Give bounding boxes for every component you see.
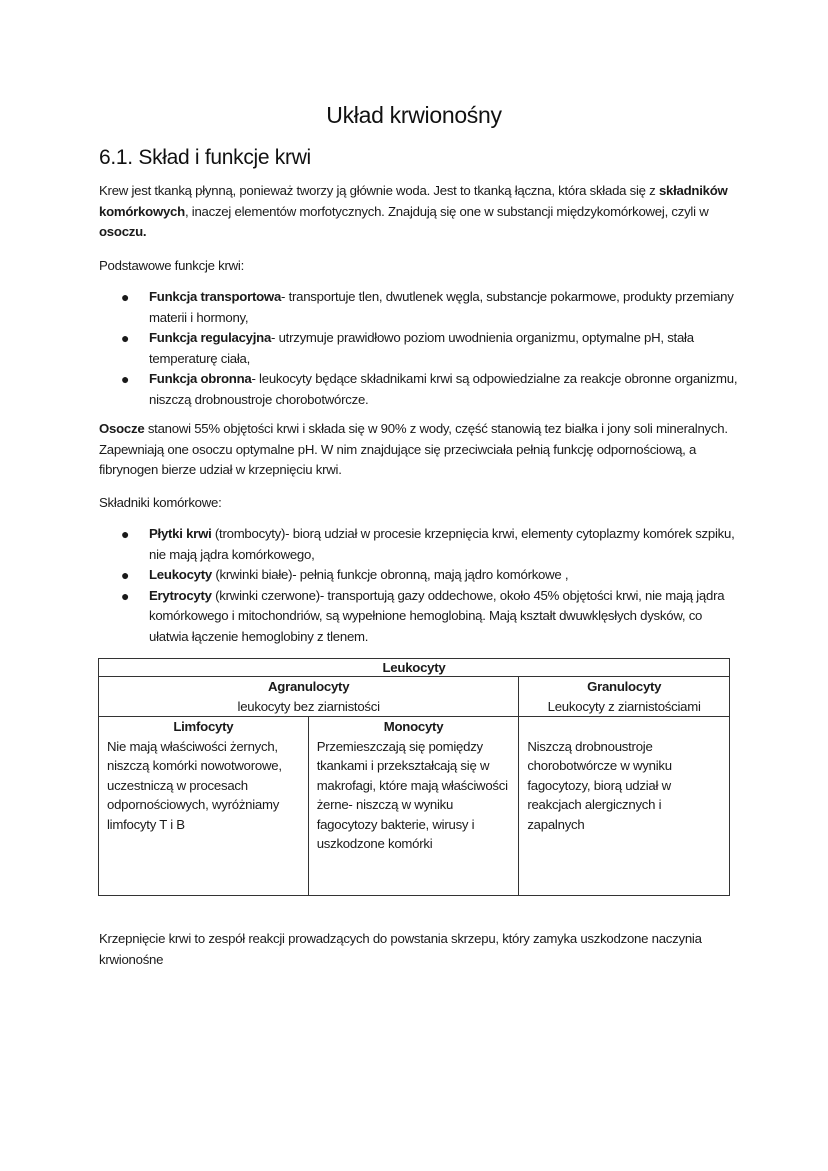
list-item: [99, 565, 739, 586]
granulocytes-desc-cell: [519, 717, 730, 896]
plasma-text: stanowi 55% objętości krwi i składa się w 90% z wody, część stanowią tez białka i jony soli mineralnych. Zapewniają one osoczu optymalne pH. W nim znajdujące się przeciwciała pełnią funkcję odpornościową, a fibrynogen bierze udział w krzepnięciu krwi.: [99, 421, 728, 477]
agranulocytes-cell: [99, 677, 519, 717]
table-row: [99, 677, 730, 717]
table-row: [99, 717, 730, 896]
cell-text: (krwinki czerwone)- transportują gazy oddechowe, około 45% objętości krwi, nie mają jądra komórkowego i mitochondriów, są wypełnione hemoglobiną. Mają kształt dwuwklęsłych dysków, co ułatwia łączenie hemoglobiny z tlenem.: [149, 587, 725, 644]
cell-name: Leukocyty: [149, 567, 212, 582]
cell-name: Płytki krwi: [149, 526, 212, 541]
monocytes-title: Monocyty: [383, 719, 444, 734]
bullet-icon: ●: [121, 567, 130, 583]
leukocytes-table: [98, 658, 730, 896]
cell-name: Erytrocyty: [149, 587, 212, 603]
function-name: Funkcja regulacyjna: [149, 330, 272, 345]
intro-paragraph: [99, 181, 739, 243]
cell-text: (trombocyty)- biorą udział w procesie krzepnięcia krwi, elementy cytoplazmy komórek szpiku, nie mają jądra komórkowego,: [149, 526, 735, 562]
granulocytes-text: Niszczą drobnoustroje chorobotwórcze w wyniku fagocytozy, biorą udział w reakcjach alergicznych i zapalnych: [527, 738, 672, 832]
table-header-cell: [99, 659, 730, 677]
plasma-paragraph: [99, 419, 739, 481]
functions-heading: Podstawowe funkcje krwi:: [99, 258, 244, 273]
list-item: [99, 328, 739, 369]
document-title: Układ krwionośny: [326, 102, 502, 128]
list-item: [99, 524, 739, 565]
lymphocytes-cell: [99, 717, 309, 896]
list-item: [99, 586, 739, 648]
bullet-icon: ●: [121, 330, 130, 346]
function-text: - utrzymuje prawidłowo poziom uwodnienia organizmu, optymalne pH, stała temperaturę ciała,: [149, 330, 694, 366]
agranulocytes-title: Agranulocyty: [268, 679, 350, 694]
intro-text-1: Krew jest tkanką płynną, ponieważ tworzy ją głównie woda. Jest to tkanką łączna, która składa się z: [99, 183, 659, 198]
lymphocytes-title: Limfocyty: [173, 719, 234, 734]
cells-list: [99, 524, 739, 647]
list-item: [99, 287, 739, 328]
granulocytes-title: Granulocyty: [587, 679, 662, 694]
function-name: Funkcja obronna: [149, 371, 252, 386]
bullet-icon: ●: [121, 526, 130, 542]
plasma-bold: Osocze: [99, 421, 145, 436]
bullet-icon: ●: [121, 289, 130, 305]
monocytes-text: Przemieszczają się pomiędzy tkankami i przekształcają się w makrofagi, które mają właściwości żerne- niszczą w wyniku fagocytozy bakterie, wirusy i uszkodzone komórki: [316, 738, 508, 851]
section-heading: 6.1. Skład i funkcje krwi: [99, 146, 311, 169]
intro-bold-1: składników komórkowych: [99, 183, 728, 219]
agranulocytes-subtitle: leukocyty bez ziarnistości: [237, 698, 380, 714]
cells-heading: Składniki komórkowe:: [99, 495, 222, 510]
bullet-icon: ●: [121, 587, 130, 604]
intro-bold-2: osoczu.: [99, 224, 147, 239]
intro-text-2: , inaczej elementów morfotycznych. Znajdują się one w substancji międzykomórkowej, czyli w: [184, 203, 709, 219]
function-text: - transportuje tlen, dwutlenek węgla, substancje pokarmowe, produkty przemiany materii i hormony,: [149, 289, 734, 325]
cell-text: (krwinki białe)- pełnią funkcje obronną, mają jądro komórkowe ,: [211, 567, 569, 582]
table-header: Leukocyty: [382, 660, 446, 675]
table-row: [99, 659, 730, 677]
coagulation-paragraph: Krzepnięcie krwi to zespół reakcji prowadzących do powstania skrzepu, który zamyka uszkodzone naczynia krwionośne: [99, 931, 702, 967]
function-name: Funkcja transportowa: [149, 289, 282, 304]
bullet-icon: ●: [121, 371, 130, 387]
granulocytes-cell: [519, 677, 730, 717]
monocytes-cell: [308, 717, 519, 896]
function-text: - leukocyty będące składnikami krwi są odpowiedzialne za reakcje obronne organizmu, niszczą drobnoustroje chorobotwórcze.: [149, 371, 738, 407]
functions-list: [99, 287, 739, 410]
lymphocytes-text: Nie mają właściwości żernych, niszczą komórki nowotworowe, uczestniczą w procesach odpornościowych, wyróżniamy limfocyty T i B: [107, 738, 282, 832]
granulocytes-subtitle: Leukocyty z ziarnistościami: [547, 698, 701, 714]
list-item: [99, 369, 739, 410]
